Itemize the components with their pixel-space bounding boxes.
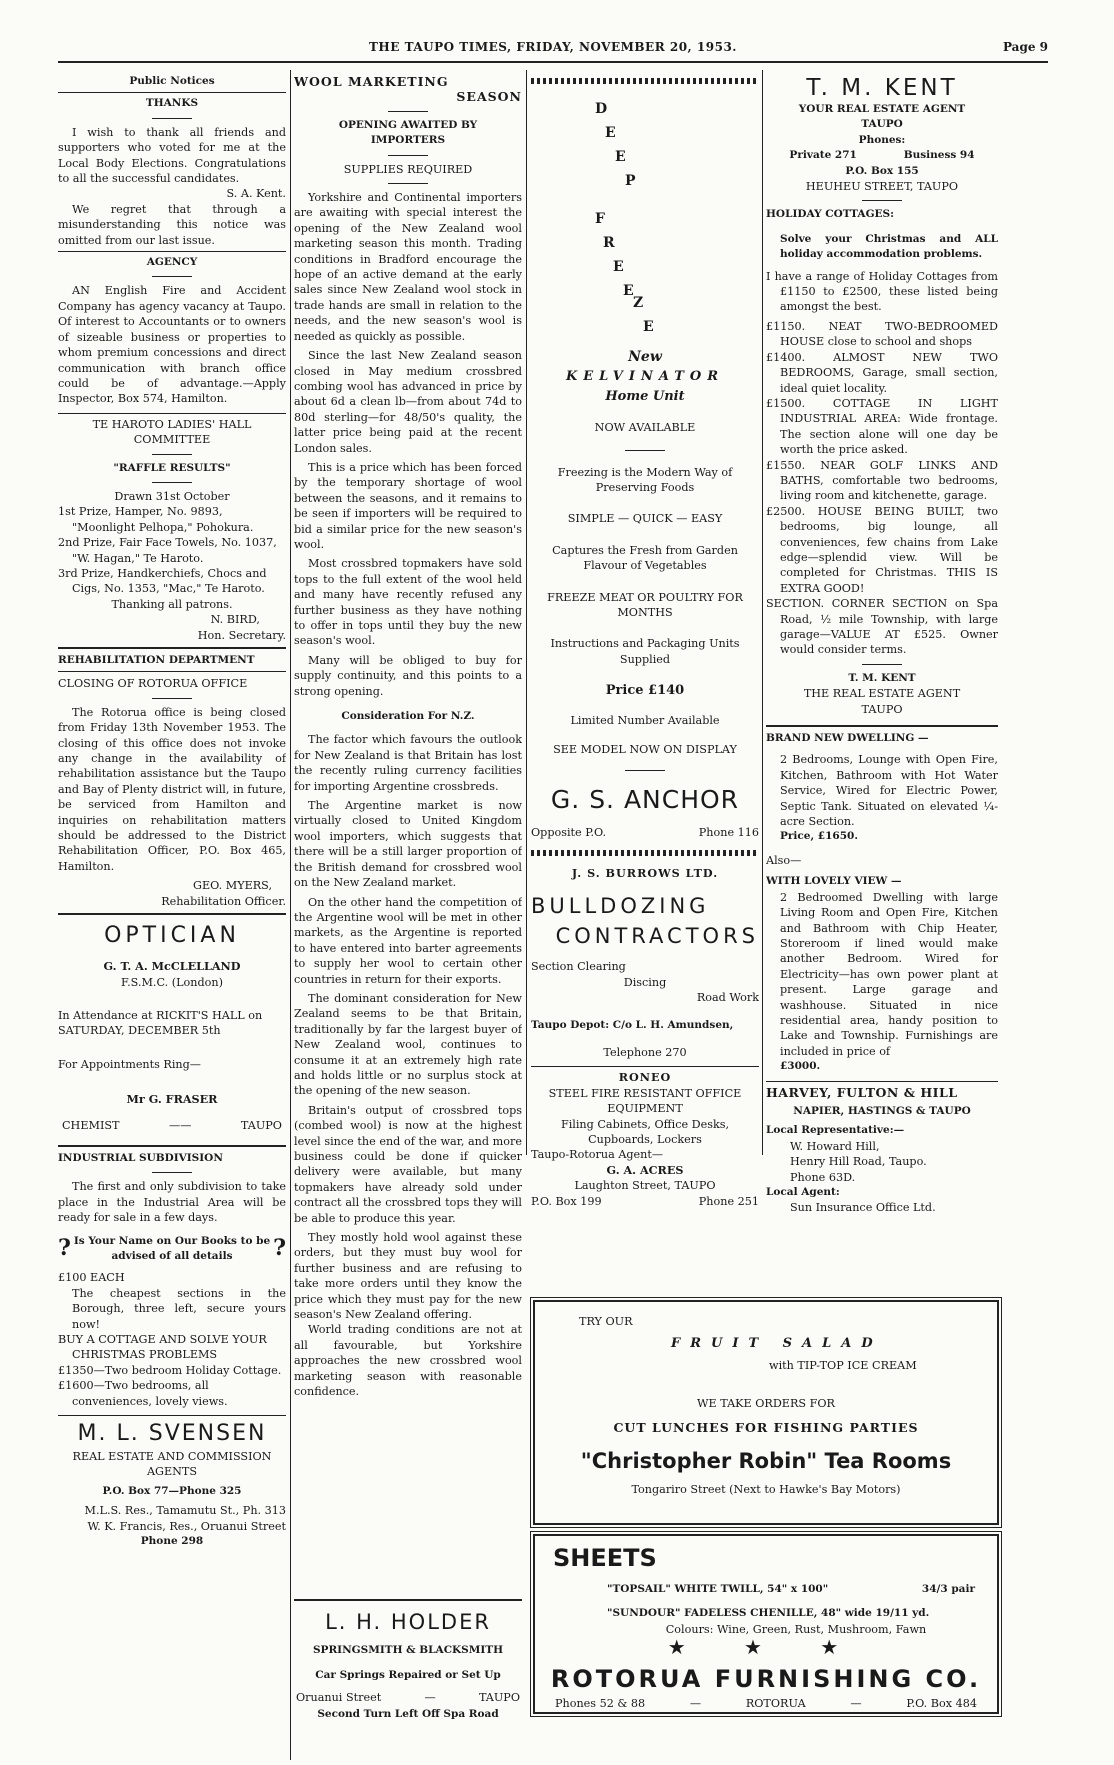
kent-phones — [766, 148, 998, 163]
kent-town: TAUPO — [861, 118, 903, 131]
kent-agent: YOUR REAL ESTATE AGENT — [798, 103, 966, 115]
industrial-text: The first and only subdivision to take place in the Industrial Area will be ready for sale in a few days. — [58, 1180, 286, 1225]
rehab-signature: GEO. MYERS, — [193, 879, 272, 893]
svensen-subtitle: REAL ESTATE AND COMMISSION AGENTS — [72, 1450, 272, 1479]
also-label: Also— — [766, 853, 802, 867]
depot-text: Taupo Depot: C/o L. H. Amundsen, — [531, 1018, 734, 1031]
thanking-patrons: Thanking all patrons. — [111, 597, 233, 611]
kent-business-phone: Business 94 — [903, 149, 975, 162]
roneo-heading: RONEO — [618, 1070, 672, 1085]
limited-text: Limited Number Available — [570, 713, 720, 727]
hall-committee-heading: TE HAROTO LADIES' HALL COMMITTEE — [92, 417, 252, 447]
captures-text: Captures the Fresh from Garden Flavour of Vegetables — [552, 543, 738, 573]
holder-advert — [294, 1595, 522, 1723]
wool-paragraph: Yorkshire and Continental importers are awaiting with special interest the opening of the New Zealand wool marketing season this month. Trading conditions in Bradford encourage the hope of an active demand at the early sales since New Zealand wool stock in trade hands are small in relation to the needs, and the new season's wool is needed as quickly as possible. — [294, 191, 522, 343]
rehab-heading: REHABILITATION DEPARTMENT — [58, 654, 255, 666]
wool-paragraph: Most crossbred topmakers have sold tops to the full extent of the wool held and many have recently refused any further business as they have nothing to offer in tops until they buy the new season's wool. — [294, 557, 522, 648]
kent-footer-name: T. M. KENT — [848, 671, 916, 684]
lovely-view-price: £3000. — [780, 1060, 821, 1073]
optician-name: G. T. A. McCLELLAND — [103, 959, 241, 974]
instructions-text: Instructions and Packaging Units Supplied — [550, 637, 740, 666]
deep-letter: E — [615, 149, 626, 165]
column-divider — [526, 70, 527, 1155]
divider — [862, 200, 902, 201]
try-our-label: TRY OUR — [579, 1315, 633, 1328]
freeze-letter: R — [603, 235, 615, 251]
divider — [388, 111, 428, 112]
roneo-po: P.O. Box 199 — [531, 1194, 602, 1208]
wool-paragraph: Since the last New Zealand season closed in May medium crossbred combing wool has advanced in price by about 6d a clean lb—from about 74d to 80d sterling—for 48/50's quality, the latter price being paid at the recent London sales. — [294, 349, 522, 455]
thanks-signature: S. A. Kent. — [226, 187, 286, 201]
anchor-phone: Phone 116 — [698, 825, 759, 839]
second-turn-line: Second Turn Left Off Spa Road — [317, 1708, 499, 1721]
chemist-name: Mr G. FRASER — [126, 1092, 218, 1107]
sundour-line: "SUNDOUR" FADELESS CHENILLE, 48" wide 19/11 yd. — [607, 1607, 930, 1619]
springsmith-line: SPRINGSMITH & BLACKSMITH — [312, 1644, 504, 1656]
local-rep-name: W. Howard Hill, — [790, 1139, 880, 1153]
furnishing-contact — [555, 1696, 977, 1711]
newspaper-title: THE TAUPO TIMES, FRIDAY, NOVEMBER 20, 1953. — [369, 40, 737, 54]
supplies-subheading: SUPPLIES REQUIRED — [343, 162, 473, 176]
prize-3: 3rd Prize, Handkerchiefs, Chocs and Cigs, No. 1353, "Mac," Te Haroto. — [58, 566, 267, 596]
header-rule — [58, 61, 1048, 63]
holder-heading: L. H. HOLDER — [325, 1610, 491, 1634]
divider — [58, 92, 286, 93]
divider — [625, 770, 665, 771]
column-kelvinator — [531, 74, 759, 1209]
listing-2500: £2500. HOUSE BEING BUILT, two bedrooms, big lounge, all conveniences, few chains from Lake edge—splendid view. Will be completed for Christmas. THIS IS EXTRA GOOD! — [766, 504, 998, 595]
price-1600: £1600—Two bedrooms, all conveniences, lovely views. — [58, 1379, 228, 1408]
brand-new-text: 2 Bedrooms, Lounge with Open Fire, Kitchen, Bathroom with Hot Water Service, Wired for Electric Power, Septic Tank. Situated on elevated ¼-acre Section. — [780, 753, 998, 829]
wool-paragraph: Britain's output of crossbred tops (combed wool) is now at the highest level since the end of the war, and more business could be done if quicker delivery were available, but many topmakers have already sold under contract all the crossbred tops they will be able to produce this year. — [294, 1103, 522, 1225]
raffle-heading: "RAFFLE RESULTS" — [113, 461, 231, 474]
furnishing-dash: — — [850, 1697, 862, 1710]
new-label: New — [628, 349, 662, 365]
deep-letter: D — [595, 101, 608, 117]
chemist-line — [58, 1118, 286, 1133]
divider — [294, 1599, 522, 1601]
divider — [388, 183, 428, 184]
car-springs-line: Car Springs Repaired or Set Up — [315, 1669, 501, 1682]
holiday-solve: Solve your Christmas and ALL holiday accommodation problems. — [780, 232, 998, 261]
each-price: £100 EACH — [58, 1271, 125, 1285]
holder-address — [294, 1690, 522, 1705]
wool-paragraph: Many will be obliged to buy for supply continuity, and this points to a strong opening. — [294, 653, 522, 698]
kent-private-phone: Private 271 — [789, 149, 857, 162]
listing-1400: £1400. ALMOST NEW TWO BEDROOMS, Garage, small section, ideal quiet locality. — [766, 350, 998, 395]
deep-freeze-letters-tail — [531, 296, 759, 336]
colours-line: Colours: Wine, Green, Rust, Mushroom, Fawn — [665, 1623, 927, 1636]
svensen-heading: M. L. SVENSEN — [77, 1421, 267, 1447]
kelvinator-brand: KELVINATOR — [565, 369, 725, 385]
topsail-line: "TOPSAIL" WHITE TWILL, 54" x 100" — [607, 1583, 829, 1595]
home-unit-label: Home Unit — [605, 388, 685, 404]
divider — [388, 155, 428, 156]
column-divider — [290, 70, 291, 1760]
prize-2: 2nd Prize, Fair Face Towels, No. 1037, "W. Hagan," Te Haroto. — [58, 536, 277, 565]
books-notice — [58, 1234, 286, 1265]
simple-text: SIMPLE — QUICK — EASY — [567, 512, 723, 526]
divider — [766, 725, 998, 727]
wool-paragraph: They mostly hold wool against these orders, but they must buy wool for further business and are refusing to take more orders until they know the price which they must pay for the new season's New Zealand offering. — [294, 1231, 522, 1322]
orders-line: WE TAKE ORDERS FOR — [697, 1397, 835, 1410]
sheets-heading: SHEETS — [553, 1544, 657, 1572]
svensen-phone: Phone 298 — [140, 1535, 204, 1548]
divider — [152, 454, 192, 455]
holiday-range: I have a range of Holiday Cottages from £1150 to £2500, these listed being amongst the best. — [766, 269, 998, 314]
books-text: Is Your Name on Our Books to be advised of all details — [73, 1234, 271, 1262]
column-divider — [762, 70, 763, 1155]
wool-paragraph: This is a price which has been forced by the temporary shortage of wool between the seasons, and it remains to be seen if importers will be required to bid a similar price for the new season's wool. — [294, 460, 522, 551]
mls-residence: M.L.S. Res., Tamamutu St., Ph. 313 — [84, 1504, 286, 1518]
column-public-notices — [58, 74, 286, 1549]
listing-1150: £1150. NEAT TWO-BEDROOMED HOUSE close to school and shops — [766, 319, 998, 349]
raffle-signature: N. BIRD, — [210, 613, 260, 627]
consideration-subheading: Consideration For N.Z. — [341, 710, 475, 723]
raffle-signature-title: Hon. Secretary. — [197, 628, 286, 642]
tiptop-line: with TIP-TOP ICE CREAM — [769, 1359, 917, 1372]
local-agent-label: Local Agent: — [766, 1186, 840, 1198]
question-mark-icon: ? — [273, 1235, 286, 1262]
divider — [58, 1415, 286, 1416]
optician-attendance: In Attendance at RICKIT'S HALL on SATURDAY, DECEMBER 5th — [58, 1008, 263, 1038]
deep-letter: P — [625, 173, 636, 189]
rehab-signature-title: Rehabilitation Officer. — [161, 894, 286, 908]
divider — [58, 251, 286, 252]
kent-footer-title: THE REAL ESTATE AGENT — [803, 687, 961, 701]
divider — [531, 1066, 759, 1067]
page-number: Page 9 — [1002, 40, 1048, 54]
wool-paragraph: The dominant consideration for New Zealand seems to be that Britain, traditionally by far the largest buyer of New Zealand wool, continues to consume it at an extremely high rate and holds little or no surplus stock at the opening of the new season. — [294, 991, 522, 1098]
freeze-letter: E — [613, 259, 624, 275]
see-model-text: SEE MODEL NOW ON DISPLAY — [553, 743, 737, 757]
lovely-view-text: 2 Bedroomed Dwelling with large Living Room and Open Fire, Kitchen and Bathroom with Chip Heater, Storeroom if lined would make another Bedroom. Wired for Electricity—has own power plant at present. Large garage and washhouse. Situated in nice residential area, handy position to Lake and Township. Furnishings are included in price of — [780, 890, 998, 1058]
roneo-contact — [531, 1194, 759, 1209]
local-rep-address: Henry Hill Road, Taupo. — [790, 1155, 927, 1169]
divider — [862, 664, 902, 665]
wavy-border — [531, 78, 759, 84]
divider — [58, 913, 286, 915]
closing-heading: CLOSING OF ROTORUA OFFICE — [58, 677, 248, 691]
rehab-text: The Rotorua office is being closed from Friday 13th November 1953. The closing of this office does not invoke any change in the availability of rehabilitation assistance but the Taupo and Bay of Plenty district will, in future, be serviced from Hamilton and inquiries on rehabilitation matters should be addressed to the District Rehabilitation Officer, P.O. Box 465, Hamilton. — [58, 705, 286, 873]
optician-heading: OPTICIAN — [104, 923, 240, 949]
divider — [58, 671, 286, 672]
agency-text: AN English Fire and Accident Company has agency vacancy at Taupo. Of interest to Accountants or to owners of sizeable business or properties to whom premium concessions and direct communication with branch office could be of advantage.—Apply Inspector, Box 574, Hamilton. — [58, 284, 286, 406]
furnishing-advert — [533, 1534, 999, 1714]
thanks-heading: THANKS — [145, 97, 199, 110]
freeze-letter: E — [623, 283, 634, 299]
divider — [152, 1172, 192, 1173]
roneo-agent-label: Taupo-Rotorua Agent— — [531, 1148, 664, 1162]
burrows-heading: J. S. BURROWS LTD. — [571, 865, 719, 880]
roneo-agent-address: Laughton Street, TAUPO — [574, 1179, 716, 1193]
discing-text: Discing — [623, 975, 667, 989]
burrows-phone: Telephone 270 — [603, 1045, 687, 1059]
chemist-label: CHEMIST — [62, 1118, 120, 1132]
wool-paragraph: The factor which favours the outlook for New Zealand is that Britain has lost the recently ruling currency facilities for importing Argentine crossbreds. — [294, 733, 522, 793]
divider — [58, 1145, 286, 1147]
thanks-note: We regret that through a misunderstanding this notice was omitted from our last issue. — [58, 202, 286, 247]
anchor-address — [531, 825, 759, 840]
chemist-town: TAUPO — [240, 1118, 282, 1132]
fruit-salad-heading: FRUIT SALAD — [671, 1336, 883, 1351]
prize-1: 1st Prize, Hamper, No. 9893, "Moonlight Pelhopa," Pohokura. — [58, 505, 254, 534]
buy-cottage-text: BUY A COTTAGE AND SOLVE YOUR CHRISTMAS PROBLEMS — [58, 1333, 267, 1362]
divider — [152, 276, 192, 277]
kent-phones-label: Phones: — [858, 133, 906, 146]
listing-section: SECTION. CORNER SECTION on Spa Road, ½ mile Township, with large garage—VALUE AT £525. Owner would consider terms. — [766, 597, 998, 657]
price-1350: £1350—Two bedroom Holiday Cottage. — [58, 1363, 282, 1377]
holder-street: Oruanui Street — [296, 1690, 382, 1704]
roneo-steel: STEEL FIRE RESISTANT OFFICE EQUIPMENT — [548, 1086, 742, 1116]
kelvinator-price: Price £140 — [605, 683, 685, 699]
section-heading: Public Notices — [129, 75, 215, 87]
rotorua-furnishing-heading: ROTORUA FURNISHING CO. — [550, 1665, 982, 1693]
anchor-location: Opposite P.O. — [531, 825, 607, 839]
local-agent-name: Sun Insurance Office Ltd. — [790, 1201, 936, 1215]
page-header — [58, 38, 1048, 60]
wool-paragraph: On the other hand the competition of the Argentine wool will be met in other markets, as the Argentine is reported to have entered into barter agreements to supply her wool to certain other countries in return for their exports. — [294, 895, 522, 986]
kent-footer-town: TAUPO — [861, 702, 903, 716]
furnishing-po: P.O. Box 484 — [906, 1697, 977, 1710]
furnishing-town: ROTORUA — [745, 1697, 806, 1710]
cut-lunches-line: CUT LUNCHES FOR FISHING PARTIES — [613, 1420, 919, 1435]
contractors-heading: CONTRACTORS — [555, 924, 759, 949]
freeze-letter: F — [595, 211, 605, 227]
chemist-dash: —— — [169, 1118, 192, 1132]
divider — [152, 698, 192, 699]
agency-heading: AGENCY — [146, 256, 198, 269]
freezing-text: Freezing is the Modern Way of Preserving Foods — [557, 465, 733, 495]
section-clearing: Section Clearing — [531, 960, 626, 974]
furnishing-phones: Phones 52 & 88 — [555, 1697, 646, 1710]
column-wool-marketing — [294, 74, 522, 1400]
tea-rooms-address: Tongariro Street (Next to Hawke's Bay Motors) — [631, 1483, 901, 1496]
svensen-po: P.O. Box 77—Phone 325 — [102, 1484, 242, 1497]
divider — [625, 450, 665, 451]
kent-street: HEUHEU STREET, TAUPO — [805, 180, 959, 194]
roneo-phone: Phone 251 — [698, 1194, 759, 1208]
divider — [152, 118, 192, 119]
thanks-text: I wish to thank all friends and supporters who voted for me at the Local Body Elections. Congratulations to all the successful candidates. — [58, 125, 286, 186]
divider — [766, 1081, 998, 1082]
lovely-view-heading: WITH LOVELY VIEW — — [766, 875, 902, 888]
bulldozing-heading: BULLDOZING — [531, 894, 710, 919]
wool-heading-line1: WOOL MARKETING — [294, 74, 449, 89]
deep-letter: E — [605, 125, 616, 141]
divider — [58, 647, 286, 649]
listing-1500: £1500. COTTAGE IN LIGHT INDUSTRIAL AREA: Wide frontage. The section alone will one day be worth the price asked. — [766, 396, 998, 457]
wool-paragraph: World trading conditions are not at all favourable, but Yorkshire approaches the new crossbred wool marketing season with reasonable confidence. — [294, 1323, 522, 1399]
francis-residence: W. K. Francis, Res., Oruanui Street — [87, 1519, 286, 1533]
listing-1550: £1550. NEAR GOLF LINKS AND BATHS, comfortable two bedrooms, living room and kitchenette, garage. — [766, 458, 998, 503]
now-available: NOW AVAILABLE — [594, 421, 696, 435]
brand-new-heading: BRAND NEW DWELLING — — [766, 732, 929, 745]
wool-heading-line2: SEASON — [456, 89, 522, 105]
drawn-date: Drawn 31st October — [114, 489, 230, 503]
anchor-heading: G. S. ANCHOR — [550, 784, 740, 814]
tea-rooms-name: "Christopher Robin" Tea Rooms — [580, 1449, 952, 1473]
local-rep-label: Local Representative:— — [766, 1124, 905, 1137]
wool-paragraph: The Argentine market is now virtually closed to United Kingdom wool importers, which suggests that there will be a still larger proportion of the British demand for crossbred wool on the New Zealand market. — [294, 799, 522, 890]
furnishing-dash: — — [689, 1697, 702, 1710]
holder-town: TAUPO — [478, 1690, 520, 1704]
optician-qualification: F.S.M.C. (London) — [121, 975, 223, 989]
tea-rooms-advert — [533, 1300, 999, 1525]
kent-heading: T. M. KENT — [806, 75, 958, 101]
road-work-text: Road Work — [696, 991, 759, 1005]
freeze-letter: Z — [633, 295, 644, 311]
divider — [152, 482, 192, 483]
freeze-letter: E — [643, 319, 654, 335]
local-rep-phone: Phone 63D. — [790, 1170, 856, 1184]
kent-po: P.O. Box 155 — [845, 164, 919, 177]
industrial-heading: INDUSTRIAL SUBDIVISION — [58, 1151, 223, 1164]
brand-new-price: Price, £1650. — [780, 830, 858, 843]
holder-dash: — — [424, 1690, 436, 1704]
deep-freeze-letters — [531, 88, 759, 318]
optician-appointments: For Appointments Ring— — [58, 1057, 201, 1071]
opening-subheading: OPENING AWAITED BY IMPORTERS — [338, 118, 478, 147]
wavy-border — [531, 850, 759, 856]
divider — [58, 413, 286, 414]
cheapest-text: The cheapest sections in the Borough, three left, secure yours now! — [72, 1286, 286, 1331]
column-real-estate — [766, 74, 998, 1216]
topsail-price: 34/3 pair — [921, 1583, 975, 1595]
roneo-filing: Filing Cabinets, Office Desks, Cupboards, Lockers — [560, 1117, 730, 1146]
question-mark-icon: ? — [58, 1235, 71, 1262]
holiday-heading: HOLIDAY COTTAGES: — [766, 208, 894, 221]
harvey-locations: NAPIER, HASTINGS & TAUPO — [793, 1104, 971, 1117]
freeze-meat-text: FREEZE MEAT OR POULTRY FOR MONTHS — [547, 590, 743, 620]
harvey-heading: HARVEY, FULTON & HILL — [766, 1084, 958, 1100]
roneo-agent-name: G. A. ACRES — [606, 1162, 684, 1177]
star-icon: ★ ★ ★ — [667, 1635, 865, 1659]
